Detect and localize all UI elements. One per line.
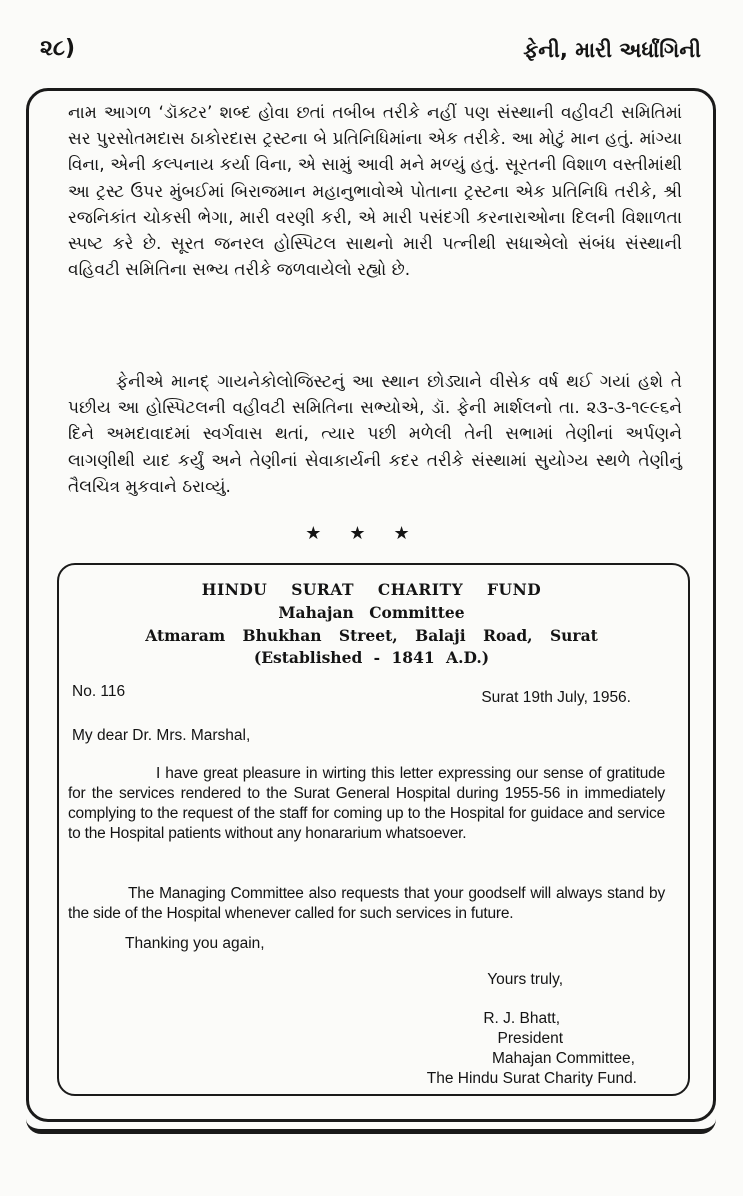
signatory-name: R. J. Bhatt, <box>483 1010 560 1027</box>
letterhead-established: (Established - 1841 A.D.) <box>253 648 490 667</box>
page-number: ૨૮) <box>40 36 76 61</box>
gujarati-paragraph-2: ફેનીએ માનદ્ ગાયનેકોલોજિસ્ટનું આ સ્થાન છોડ્યાને વીસેક વર્ષ થઈ ગયાં હશે તે પછીય આ હોસ્પિટલની વહીવટી સમિતિના સભ્યોએ, ડૉ. ફેની માર્શલનો તા. ૨૩-૩-૧૯૯૬ને દિને અમદાવાદમાં સ્વર્ગવાસ થતાં, ત્યાર પછી મળેલી તેની સભામાં તેણીનાં અર્પણને લાગણીથી યાદ કર્યું અને તેણીનાં સેવાકાર્યની કદર તરીકે સંસ્થામાં સુયોગ્ય સ્થળે તેણીનું તૈલચિત્ર મુકવાને ઠરાવ્યું. <box>68 372 682 497</box>
letter-date: Surat 19th July, 1956. <box>481 689 631 706</box>
letterhead-subtitle: Mahajan Committee <box>278 603 465 622</box>
signatory-fund: The Hindu Surat Charity Fund. <box>426 1070 637 1087</box>
letter-thanks: Thanking you again, <box>125 935 265 952</box>
letter-salutation: My dear Dr. Mrs. Marshal, <box>72 727 251 744</box>
gujarati-paragraph-1: નામ આગળ ‘ડૉક્ટર’ શબ્દ હોવા છતાં તબીબ તરીકે નહીં પણ સંસ્થાની વહીવટી સમિતિમાં સર પુરસોતમદાસ ઠાકોરદાસ ટ્રસ્ટના બે પ્રતિનિધિમાંના એક તરીકે. આ મોટું માન હતું. માંગ્યા વિના, એની કલ્પનાય કર્યા વિના, એ સામું આવી મને મળ્યું હતું. સૂરતની વિશાળ વસ્તીમાંથી આ ટ્રસ્ટ ઉપર મુંબઈમાં બિરાજમાન મહાનુભાવોએ પોતાના ટ્રસ્ટના એક પ્રતિનિધિ તરીકે, શ્રી રજનિકાંત ચોકસી ભેગા, મારી વરણી કરી, એ મારી પસંદગી કરનારાઓના દિલની વિશાળતા સ્પષ્ટ કરે છે. સૂરત જનરલ હોસ્પિટલ સાથનો મારી પત્નીથી સધાએલો સંબંધ સંસ્થાની વહિવટી સમિતિના સભ્ય તરીકે જળવાયેલો રહ્યો છે. <box>68 103 682 281</box>
letterhead-title: HINDU SURAT CHARITY FUND <box>201 580 542 599</box>
letter-reference-number: No. 116 <box>72 683 126 700</box>
section-separator-stars: ★★★ <box>305 523 438 544</box>
running-title: ફેની, મારી અર્ધાંગિની <box>523 38 701 62</box>
letter-body-paragraph-1: I have great pleasure in wirting this letter expressing our sense of gratitude for the services rendered to the Surat General Hospital during 1955-56 in immediately complying to the request of the staff for coming up to the Hospital for guidace and service to the Hospital patients without any honararium whatsoever. <box>68 765 665 842</box>
bottom-border-rule <box>26 1119 716 1134</box>
letterhead-address: Atmaram Bhukhan Street, Balaji Road, Surat <box>145 626 598 645</box>
letter-body-paragraph-2: The Managing Committee also requests that your goodself will always stand by the side of the Hospital whenever called for such services in future. <box>68 885 665 922</box>
signatory-committee: Mahajan Committee, <box>491 1050 635 1067</box>
signatory-title: President <box>497 1030 563 1047</box>
letter-closing: Yours truly, <box>487 971 563 988</box>
